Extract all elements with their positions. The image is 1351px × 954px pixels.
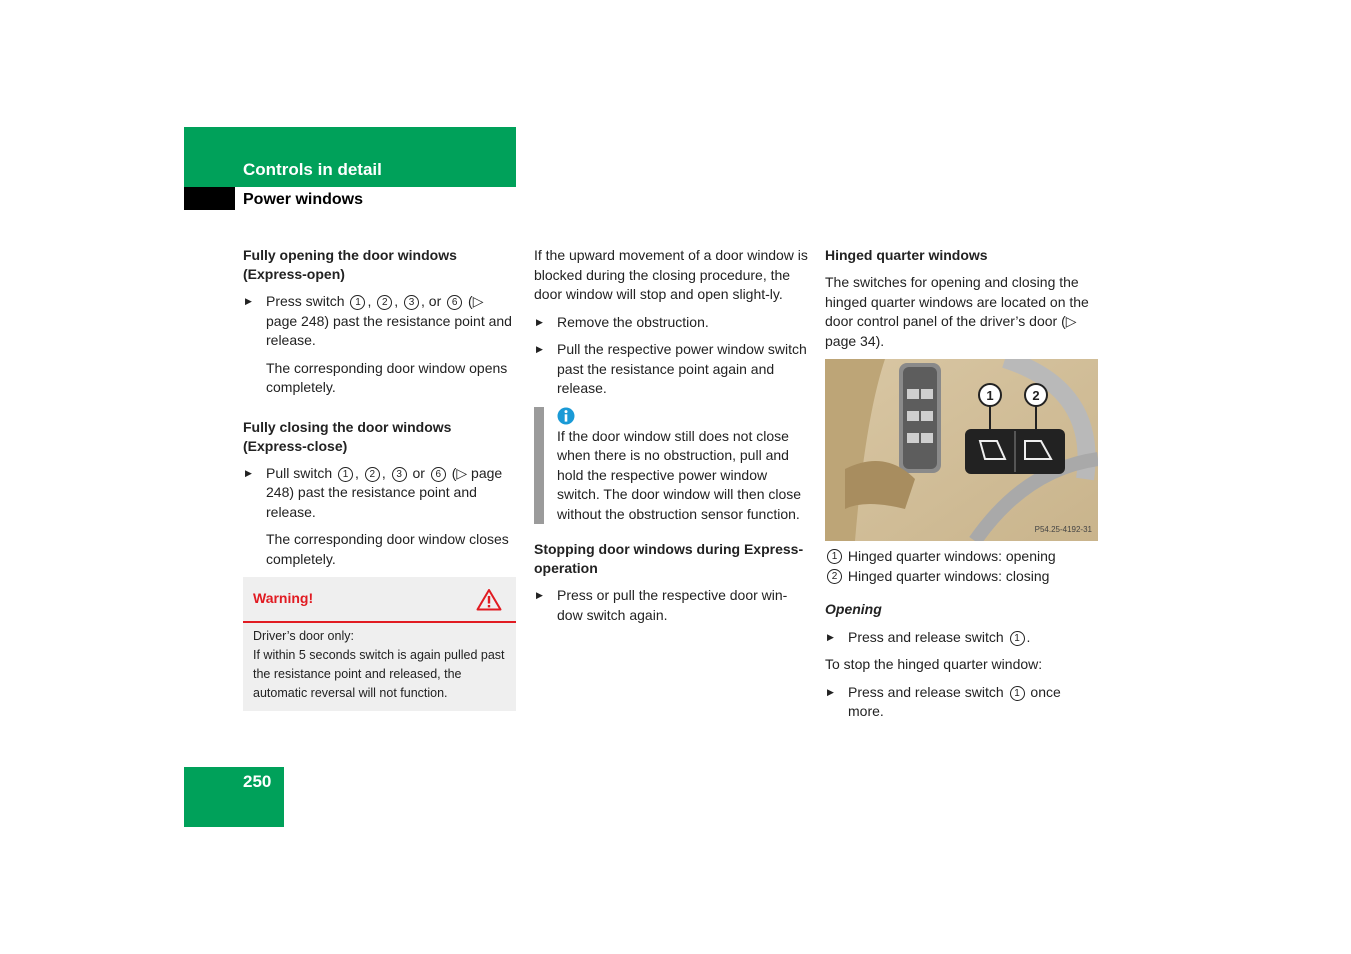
warning-header <box>243 577 516 623</box>
callout-opening: 1 Hinged quarter windows: opening <box>825 547 1098 567</box>
warning-label: Warning! <box>253 590 314 607</box>
switch-callout: 6 <box>431 467 446 482</box>
subsection-marker <box>184 187 235 210</box>
instruction-press-switch-1-again: ▶ Press and release switch 1 once more. <box>825 683 1098 722</box>
switch-callout: 1 <box>350 295 365 310</box>
heading-opening: Opening <box>825 601 882 617</box>
instruction-express-open: ▶ Press switch 1 , 2 , 3 , or 6 (▷ page 248) past the resistance point and release. <box>243 292 516 351</box>
column-3 <box>825 246 1098 730</box>
switch-callout: 6 <box>447 295 462 310</box>
warning-box <box>243 577 516 711</box>
column-1 <box>243 246 516 711</box>
door-panel-photo <box>825 359 1098 541</box>
result-express-open: The corresponding door window opens completely. <box>266 359 508 395</box>
section-title: Controls in detail <box>243 160 382 179</box>
blocked-movement-text: If the upward movement of a door window is blocked during the closing procedure, the door window will stop and open slight-ly. <box>534 247 808 302</box>
instruction-express-close: ▶ Pull switch 1 , 2 , 3 or 6 (▷ page 248) past the resistance point and release. <box>243 464 516 523</box>
callout-closing: 2 Hinged quarter windows: closing <box>825 567 1098 587</box>
door-panel-illustration <box>825 359 1098 541</box>
instruction-press-switch-1: ▶ Press and release switch 1 . <box>825 628 1098 648</box>
switch-callout: 2 <box>377 295 392 310</box>
result-express-close: The corresponding door window closes completely. <box>266 531 509 567</box>
instruction-pull-switch-again: ▶ Pull the respective power window switch past the resistance point again and release. <box>534 340 809 399</box>
switch-callout: 2 <box>365 467 380 482</box>
switch-callout: 1 <box>338 467 353 482</box>
switch-callout: 3 <box>404 295 419 310</box>
photo-callout-1: 1 <box>986 388 994 403</box>
info-box <box>534 407 809 525</box>
hinged-location-text: The switches for opening and closing the hinged quarter windows are located on the door control panel of the driver’s door (▷ page 34). <box>825 274 1089 349</box>
page-number: 250 <box>243 772 272 791</box>
photo-code: P54.25-4192-31 <box>1034 524 1092 534</box>
warning-body: Driver’s door only: If within 5 seconds switch is again pulled past the resistance point and released, the automatic reversal will not function. <box>253 629 505 700</box>
column-2 <box>534 246 809 633</box>
heading-hinged-quarter: Hinged quarter windows <box>825 247 988 263</box>
heading-stopping: Stopping door windows during Express-operation <box>534 541 804 576</box>
info-text: If the door window still does not close when there is no obstruction, pull and hold the respective power window switch. The door window will then close without the obstruction sensor function. <box>557 427 802 522</box>
instruction-stop: ▶ Press or pull the respective door win-dow switch again. <box>534 586 809 625</box>
instruction-remove-obstruction: ▶ Remove the obstruction. <box>534 313 809 333</box>
heading-express-close: Fully closing the door windows (Express-close) <box>243 418 452 454</box>
warning-triangle-icon <box>476 588 502 611</box>
photo-callout-2: 2 <box>1032 388 1040 403</box>
switch-callout: 3 <box>392 467 407 482</box>
heading-express-open: Fully opening the door windows (Express-open) <box>243 247 457 282</box>
stop-hinged-text: To stop the hinged quarter window: <box>825 656 1043 672</box>
info-icon <box>557 407 575 425</box>
subsection-title: Power windows <box>243 191 364 208</box>
info-bar <box>534 407 544 525</box>
